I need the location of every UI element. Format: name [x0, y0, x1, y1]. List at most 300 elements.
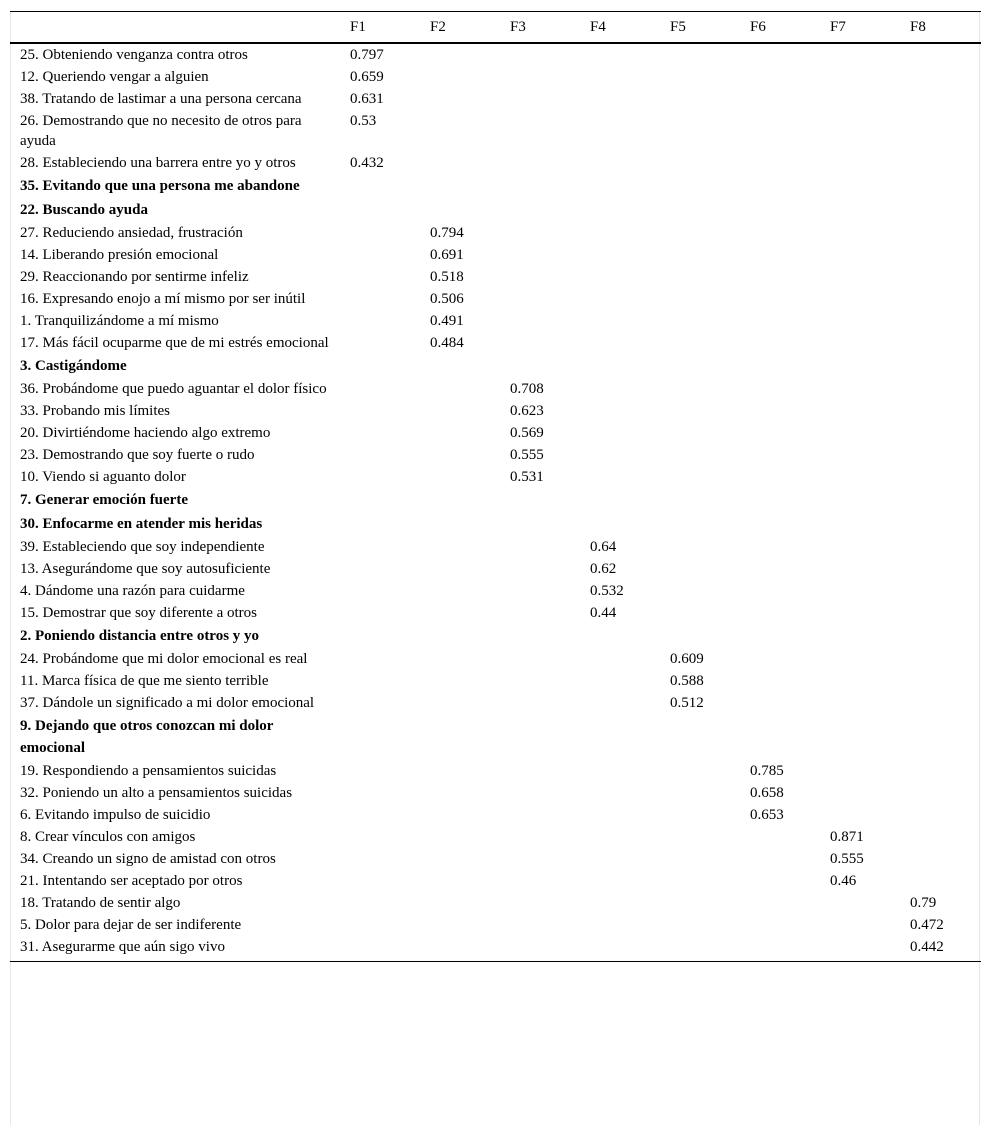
- header-f3: F3: [500, 12, 580, 44]
- table-row: [10, 198, 981, 222]
- loading-f4: [580, 936, 660, 962]
- loading-f8: [900, 288, 981, 310]
- loading-f3: [500, 152, 580, 174]
- loading-f1: [340, 602, 420, 624]
- loading-f4: [580, 782, 660, 804]
- loading-f5: [660, 174, 740, 198]
- loading-f6: [740, 602, 820, 624]
- loading-f2: [420, 826, 500, 848]
- table-row: [10, 222, 981, 244]
- loading-f5: [660, 512, 740, 536]
- loading-f7: 0.555: [830, 851, 864, 867]
- row-label: 18. Tratando de sentir algo: [20, 895, 181, 911]
- loading-f7: [820, 310, 900, 332]
- loading-f6: [740, 580, 820, 602]
- table-row: [10, 488, 981, 512]
- loading-f3: [500, 310, 580, 332]
- loading-f5: [660, 602, 740, 624]
- loading-f1: [340, 198, 420, 222]
- loading-f7: [820, 198, 900, 222]
- row-label: 24. Probándome que mi dolor emocional es real: [20, 651, 308, 667]
- loading-f2: [420, 536, 500, 558]
- loading-f1: [340, 332, 420, 354]
- loading-f2: [420, 670, 500, 692]
- loading-f5: [660, 266, 740, 288]
- loading-f5: [660, 244, 740, 266]
- table-row: [10, 66, 981, 88]
- loading-f7: [820, 804, 900, 826]
- loading-f5: [660, 782, 740, 804]
- row-label: 37. Dándole un significado a mi dolor emocional: [20, 695, 315, 711]
- loading-f8: [900, 782, 981, 804]
- loading-f2: [420, 66, 500, 88]
- loading-f6: [740, 444, 820, 466]
- loading-f5: 0.609: [670, 651, 704, 667]
- row-label: 33. Probando mis límites: [20, 403, 170, 419]
- loading-f3: 0.623: [510, 403, 544, 419]
- loading-f5: [660, 826, 740, 848]
- loading-f4: [580, 760, 660, 782]
- loading-f8: [900, 266, 981, 288]
- row-label: 2. Poniendo distancia entre otros y yo: [20, 628, 260, 644]
- loading-f2: [420, 914, 500, 936]
- loading-f4: [580, 444, 660, 466]
- loading-f2: [420, 174, 500, 198]
- loading-f1: [340, 244, 420, 266]
- loading-f5: [660, 580, 740, 602]
- loading-f8: [900, 198, 981, 222]
- table-row: [10, 43, 981, 66]
- loading-f4: [580, 332, 660, 354]
- loading-f4: [580, 244, 660, 266]
- row-label: 4. Dándome una razón para cuidarme: [20, 583, 245, 599]
- loading-f7: [820, 692, 900, 714]
- loading-f4: [580, 466, 660, 488]
- loading-f4: [580, 422, 660, 444]
- loading-f8: [900, 804, 981, 826]
- loading-f8: [900, 692, 981, 714]
- loading-f7: [820, 602, 900, 624]
- loading-f3: [500, 174, 580, 198]
- loading-f1: [340, 174, 420, 198]
- loading-f3: [500, 760, 580, 782]
- loading-f3: [500, 714, 580, 760]
- loading-f3: [500, 66, 580, 88]
- loading-f1: [340, 288, 420, 310]
- table-row: [10, 848, 981, 870]
- row-label: 5. Dolor para dejar de ser indiferente: [20, 917, 242, 933]
- loading-f3: [500, 624, 580, 648]
- loading-f1: [340, 422, 420, 444]
- table-row: [10, 354, 981, 378]
- loading-f3: [500, 198, 580, 222]
- loading-f5: [660, 536, 740, 558]
- table-row: [10, 714, 981, 760]
- loading-f6: [740, 936, 820, 962]
- loading-f1: [340, 400, 420, 422]
- loading-f2: [420, 870, 500, 892]
- row-label: 8. Crear vínculos con amigos: [20, 829, 196, 845]
- table-row: [10, 892, 981, 914]
- loading-f7: [820, 110, 900, 152]
- loading-f3: [500, 892, 580, 914]
- table-row: [10, 400, 981, 422]
- row-label: 25. Obteniendo venganza contra otros: [20, 47, 248, 63]
- loading-f4: [580, 152, 660, 174]
- loading-f4: [580, 648, 660, 670]
- loading-f6: [740, 488, 820, 512]
- loading-f4: [580, 378, 660, 400]
- header-f1: F1: [340, 12, 420, 44]
- loading-f3: [500, 826, 580, 848]
- loading-f3: [500, 936, 580, 962]
- loading-f6: [740, 378, 820, 400]
- loading-f2: [420, 400, 500, 422]
- loading-f7: [820, 892, 900, 914]
- table-row: [10, 332, 981, 354]
- table-row: [10, 152, 981, 174]
- loading-f3: [500, 354, 580, 378]
- loading-f7: [820, 936, 900, 962]
- row-label: 20. Divirtiéndome haciendo algo extremo: [20, 425, 271, 441]
- loading-f6: [740, 198, 820, 222]
- loading-f5: [660, 378, 740, 400]
- loading-f5: [660, 88, 740, 110]
- table-row: [10, 174, 981, 198]
- loading-f4: [580, 198, 660, 222]
- loading-f4: 0.44: [590, 605, 617, 621]
- loading-f3: 0.555: [510, 447, 544, 463]
- loading-f3: 0.531: [510, 469, 544, 485]
- loading-f4: 0.62: [590, 561, 617, 577]
- row-label: 39. Estableciendo que soy independiente: [20, 539, 265, 555]
- loading-f2: [420, 43, 500, 66]
- loading-f4: [580, 848, 660, 870]
- loading-f6: [740, 66, 820, 88]
- loading-f1: [340, 466, 420, 488]
- header-f4: F4: [580, 12, 660, 44]
- row-label: 38. Tratando de lastimar a una persona cercana: [20, 91, 302, 107]
- loading-f7: 0.46: [830, 873, 857, 889]
- loading-f8: [900, 400, 981, 422]
- loading-f4: [580, 288, 660, 310]
- loading-f8: [900, 422, 981, 444]
- loading-f2: [420, 848, 500, 870]
- loading-f2: [420, 804, 500, 826]
- row-label: 6. Evitando impulso de suicidio: [20, 807, 211, 823]
- loading-f6: [740, 692, 820, 714]
- loading-f6: [740, 624, 820, 648]
- loading-f1: [340, 558, 420, 580]
- loading-f5: [660, 288, 740, 310]
- table-row: [10, 826, 981, 848]
- loading-f8: [900, 602, 981, 624]
- loading-f4: [580, 914, 660, 936]
- loading-f3: [500, 782, 580, 804]
- loading-f5: [660, 152, 740, 174]
- row-label: 36. Probándome que puedo aguantar el dolor físico: [20, 381, 327, 397]
- loading-f6: [740, 110, 820, 152]
- loading-f8: [900, 512, 981, 536]
- loading-f5: [660, 400, 740, 422]
- table-row: [10, 624, 981, 648]
- loading-f6: [740, 400, 820, 422]
- loading-f3: [500, 332, 580, 354]
- loading-f5: 0.588: [670, 673, 704, 689]
- loading-f7: [820, 222, 900, 244]
- loading-f8: [900, 152, 981, 174]
- table-row: [10, 266, 981, 288]
- loading-f2: [420, 198, 500, 222]
- loading-f7: [820, 558, 900, 580]
- loading-f8: [900, 222, 981, 244]
- loading-f1: [340, 648, 420, 670]
- loading-f2: [420, 760, 500, 782]
- loading-f4: [580, 692, 660, 714]
- loading-f3: [500, 110, 580, 152]
- loading-f4: [580, 110, 660, 152]
- loading-f2: [420, 488, 500, 512]
- loading-f8: [900, 536, 981, 558]
- loading-f5: [660, 760, 740, 782]
- row-label: 11. Marca física de que me siento terrible: [20, 673, 269, 689]
- loading-f8: [900, 378, 981, 400]
- loading-f6: [740, 266, 820, 288]
- loading-f8: [900, 174, 981, 198]
- row-label: 19. Respondiendo a pensamientos suicidas: [20, 763, 277, 779]
- loading-f2: [420, 782, 500, 804]
- loading-f2: 0.794: [430, 225, 464, 241]
- header-f2: F2: [420, 12, 500, 44]
- loading-f8: 0.472: [910, 917, 944, 933]
- loading-f3: [500, 244, 580, 266]
- loading-f1: [340, 378, 420, 400]
- loading-f7: [820, 88, 900, 110]
- loading-f4: [580, 804, 660, 826]
- loading-f4: [580, 670, 660, 692]
- loading-f3: [500, 670, 580, 692]
- table-row: [10, 602, 981, 624]
- table-row: [10, 536, 981, 558]
- loading-f6: [740, 88, 820, 110]
- loading-f3: [500, 804, 580, 826]
- table-row: [10, 804, 981, 826]
- loading-f5: [660, 624, 740, 648]
- loading-f8: [900, 88, 981, 110]
- loading-f3: [500, 88, 580, 110]
- row-label: 23. Demostrando que soy fuerte o rudo: [20, 447, 255, 463]
- loading-f6: 0.785: [750, 763, 784, 779]
- table-row: [10, 378, 981, 400]
- loading-f2: 0.506: [430, 291, 464, 307]
- loading-f1: [340, 354, 420, 378]
- loading-f7: [820, 152, 900, 174]
- loading-f4: [580, 624, 660, 648]
- loading-f2: [420, 422, 500, 444]
- loading-f4: [580, 892, 660, 914]
- loading-f8: [900, 43, 981, 66]
- row-label: 34. Creando un signo de amistad con otros: [20, 851, 276, 867]
- loading-f7: [820, 760, 900, 782]
- loading-f7: [820, 444, 900, 466]
- loading-f7: [820, 624, 900, 648]
- loading-f6: [740, 558, 820, 580]
- loading-f7: [820, 488, 900, 512]
- loading-f3: [500, 914, 580, 936]
- loading-f7: [820, 422, 900, 444]
- loading-f8: [900, 714, 981, 760]
- table-header: [10, 12, 981, 44]
- loading-f6: [740, 43, 820, 66]
- loading-f5: [660, 444, 740, 466]
- loading-f3: [500, 43, 580, 66]
- loading-f5: [660, 198, 740, 222]
- loading-f5: [660, 936, 740, 962]
- loading-f7: [820, 536, 900, 558]
- loading-f6: [740, 914, 820, 936]
- loading-f1: [340, 692, 420, 714]
- row-label: 26. Demostrando que no necesito de otros para ayuda: [20, 113, 302, 149]
- loading-f1: 0.797: [350, 47, 384, 63]
- loading-f3: [500, 602, 580, 624]
- loading-f5: [660, 558, 740, 580]
- loading-f8: [900, 110, 981, 152]
- loading-f5: [660, 422, 740, 444]
- loading-f7: [820, 266, 900, 288]
- table-body: [10, 43, 981, 962]
- loading-f2: [420, 512, 500, 536]
- loading-f2: [420, 892, 500, 914]
- loading-f6: [740, 422, 820, 444]
- loading-f8: [900, 648, 981, 670]
- loading-f3: [500, 580, 580, 602]
- loading-f8: [900, 444, 981, 466]
- loading-f6: [740, 892, 820, 914]
- loading-f6: 0.653: [750, 807, 784, 823]
- loading-f1: 0.53: [350, 113, 377, 129]
- loading-f2: [420, 110, 500, 152]
- loading-f4: [580, 826, 660, 848]
- loading-f1: [340, 760, 420, 782]
- row-label: 32. Poniendo un alto a pensamientos suicidas: [20, 785, 293, 801]
- loading-f6: [740, 648, 820, 670]
- loading-f5: [660, 804, 740, 826]
- loading-f6: 0.658: [750, 785, 784, 801]
- loading-f8: [900, 354, 981, 378]
- row-label: 15. Demostrar que soy diferente a otros: [20, 605, 258, 621]
- loading-f5: 0.512: [670, 695, 704, 711]
- row-label: 27. Reduciendo ansiedad, frustración: [20, 225, 243, 241]
- loading-f5: [660, 466, 740, 488]
- loading-f4: 0.64: [590, 539, 617, 555]
- loading-f6: [740, 536, 820, 558]
- loading-f8: [900, 66, 981, 88]
- loading-f6: [740, 870, 820, 892]
- loading-f5: [660, 43, 740, 66]
- header-row: [10, 12, 981, 44]
- loading-f3: 0.569: [510, 425, 544, 441]
- row-label: 17. Más fácil ocuparme que de mi estrés emocional: [20, 335, 329, 351]
- loading-f5: [660, 714, 740, 760]
- table-row: [10, 444, 981, 466]
- loading-f3: [500, 288, 580, 310]
- loading-f7: [820, 354, 900, 378]
- loading-f2: [420, 602, 500, 624]
- row-label: 22. Buscando ayuda: [20, 202, 148, 218]
- table-row: [10, 310, 981, 332]
- loading-f8: [900, 848, 981, 870]
- loading-f1: [340, 512, 420, 536]
- loading-f5: [660, 332, 740, 354]
- table-row: [10, 648, 981, 670]
- loading-f5: [660, 310, 740, 332]
- row-label: 1. Tranquilizándome a mí mismo: [20, 313, 219, 329]
- loading-f7: [820, 512, 900, 536]
- header-item: [10, 12, 340, 44]
- loading-f2: [420, 444, 500, 466]
- loading-f6: [740, 826, 820, 848]
- loading-f5: [660, 488, 740, 512]
- table-row: [10, 870, 981, 892]
- loading-f7: [820, 332, 900, 354]
- loading-f4: [580, 354, 660, 378]
- row-label: 9. Dejando que otros conozcan mi dolor emocional: [20, 718, 274, 756]
- loading-f1: [340, 848, 420, 870]
- loading-f5: [660, 914, 740, 936]
- loading-f4: [580, 310, 660, 332]
- loading-f7: [820, 782, 900, 804]
- loading-f3: [500, 512, 580, 536]
- header-f8: F8: [900, 12, 981, 44]
- loading-f5: [660, 892, 740, 914]
- loading-f8: 0.442: [900, 936, 981, 962]
- loading-f2: [420, 354, 500, 378]
- loading-f4: [580, 400, 660, 422]
- loading-f8: [900, 624, 981, 648]
- row-label: 21. Intentando ser aceptado por otros: [20, 873, 243, 889]
- loading-f1: [340, 870, 420, 892]
- loading-f6: [740, 848, 820, 870]
- loading-f2: [420, 714, 500, 760]
- row-label: 13. Asegurándome que soy autosuficiente: [20, 561, 271, 577]
- table-row: [10, 782, 981, 804]
- loading-f3: [500, 848, 580, 870]
- loading-f2: [420, 692, 500, 714]
- header-f7: F7: [820, 12, 900, 44]
- loading-f1: [340, 782, 420, 804]
- row-label: 14. Liberando presión emocional: [20, 247, 219, 263]
- loading-f7: [820, 914, 900, 936]
- loading-f6: [740, 512, 820, 536]
- loading-f4: 0.532: [590, 583, 624, 599]
- row-label: 29. Reaccionando por sentirme infeliz: [20, 269, 249, 285]
- loading-f7: [820, 648, 900, 670]
- loading-f8: [900, 760, 981, 782]
- loading-f1: [340, 914, 420, 936]
- loading-f6: [740, 714, 820, 760]
- table-row: [10, 914, 981, 936]
- loading-f3: [500, 266, 580, 288]
- loading-f4: [580, 222, 660, 244]
- loading-f1: [340, 222, 420, 244]
- loading-f7: [820, 670, 900, 692]
- loading-f3: [500, 692, 580, 714]
- loading-f1: [340, 892, 420, 914]
- loading-f8: [900, 310, 981, 332]
- row-label: 10. Viendo si aguanto dolor: [20, 469, 186, 485]
- loading-f6: [740, 466, 820, 488]
- loading-f2: 0.484: [430, 335, 464, 351]
